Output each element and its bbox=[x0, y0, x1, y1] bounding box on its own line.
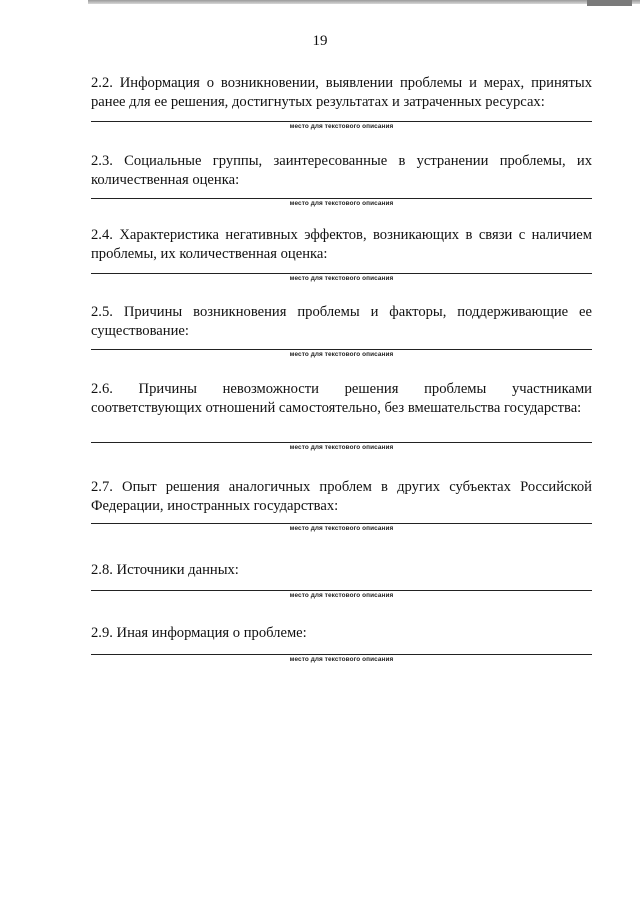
section-text: 2.5. Причины возникновения проблемы и факторы, поддерживающие ее существование: bbox=[91, 304, 592, 339]
fill-caption: место для текстового описания bbox=[289, 275, 394, 282]
fill-line bbox=[91, 349, 592, 350]
section-text: 2.6. Причины невозможности решения проблемы участниками соответствующих отношений самостоятельно, без вмешательства государства: bbox=[91, 381, 592, 416]
section-text: 2.8. Источники данных: bbox=[91, 562, 239, 578]
section-2-9 bbox=[91, 624, 592, 663]
section-2-3 bbox=[91, 152, 592, 207]
scan-edge-shadow bbox=[88, 0, 640, 4]
section-2-2 bbox=[91, 74, 592, 130]
section-2-8 bbox=[91, 561, 592, 599]
fill-caption: место для текстового описания bbox=[289, 351, 394, 358]
fill-line bbox=[91, 198, 592, 199]
fill-caption: место для текстового описания bbox=[289, 123, 394, 130]
fill-caption: место для текстового описания bbox=[289, 444, 394, 451]
fill-line bbox=[91, 523, 592, 524]
section-text: 2.9. Иная информация о проблеме: bbox=[91, 625, 307, 641]
section-2-6 bbox=[91, 380, 592, 451]
fill-caption: место для текстового описания bbox=[289, 525, 394, 532]
section-2-4 bbox=[91, 226, 592, 282]
fill-line bbox=[91, 273, 592, 274]
fill-caption: место для текстового описания bbox=[289, 592, 394, 599]
section-2-7 bbox=[91, 478, 592, 532]
fill-caption: место для текстового описания bbox=[289, 200, 394, 207]
section-text: 2.7. Опыт решения аналогичных проблем в других субъектах Российской Федерации, иностранных государствах: bbox=[91, 479, 592, 514]
page-number: 19 bbox=[312, 33, 328, 49]
fill-line bbox=[91, 590, 592, 591]
section-2-5 bbox=[91, 303, 592, 358]
fill-line bbox=[91, 442, 592, 443]
section-text: 2.2. Информация о возникновении, выявлении проблемы и мерах, принятых ранее для ее решения, достигнутых результатах и затраченных ресурсах: bbox=[91, 75, 592, 110]
fill-caption: место для текстового описания bbox=[289, 656, 394, 663]
fill-line bbox=[91, 121, 592, 122]
section-text: 2.4. Характеристика негативных эффектов, возникающих в связи с наличием проблемы, их количественная оценка: bbox=[91, 227, 592, 262]
fill-line bbox=[91, 654, 592, 655]
section-text: 2.3. Социальные группы, заинтересованные в устранении проблемы, их количественная оценка: bbox=[91, 153, 592, 188]
scan-edge-mark bbox=[587, 0, 632, 6]
